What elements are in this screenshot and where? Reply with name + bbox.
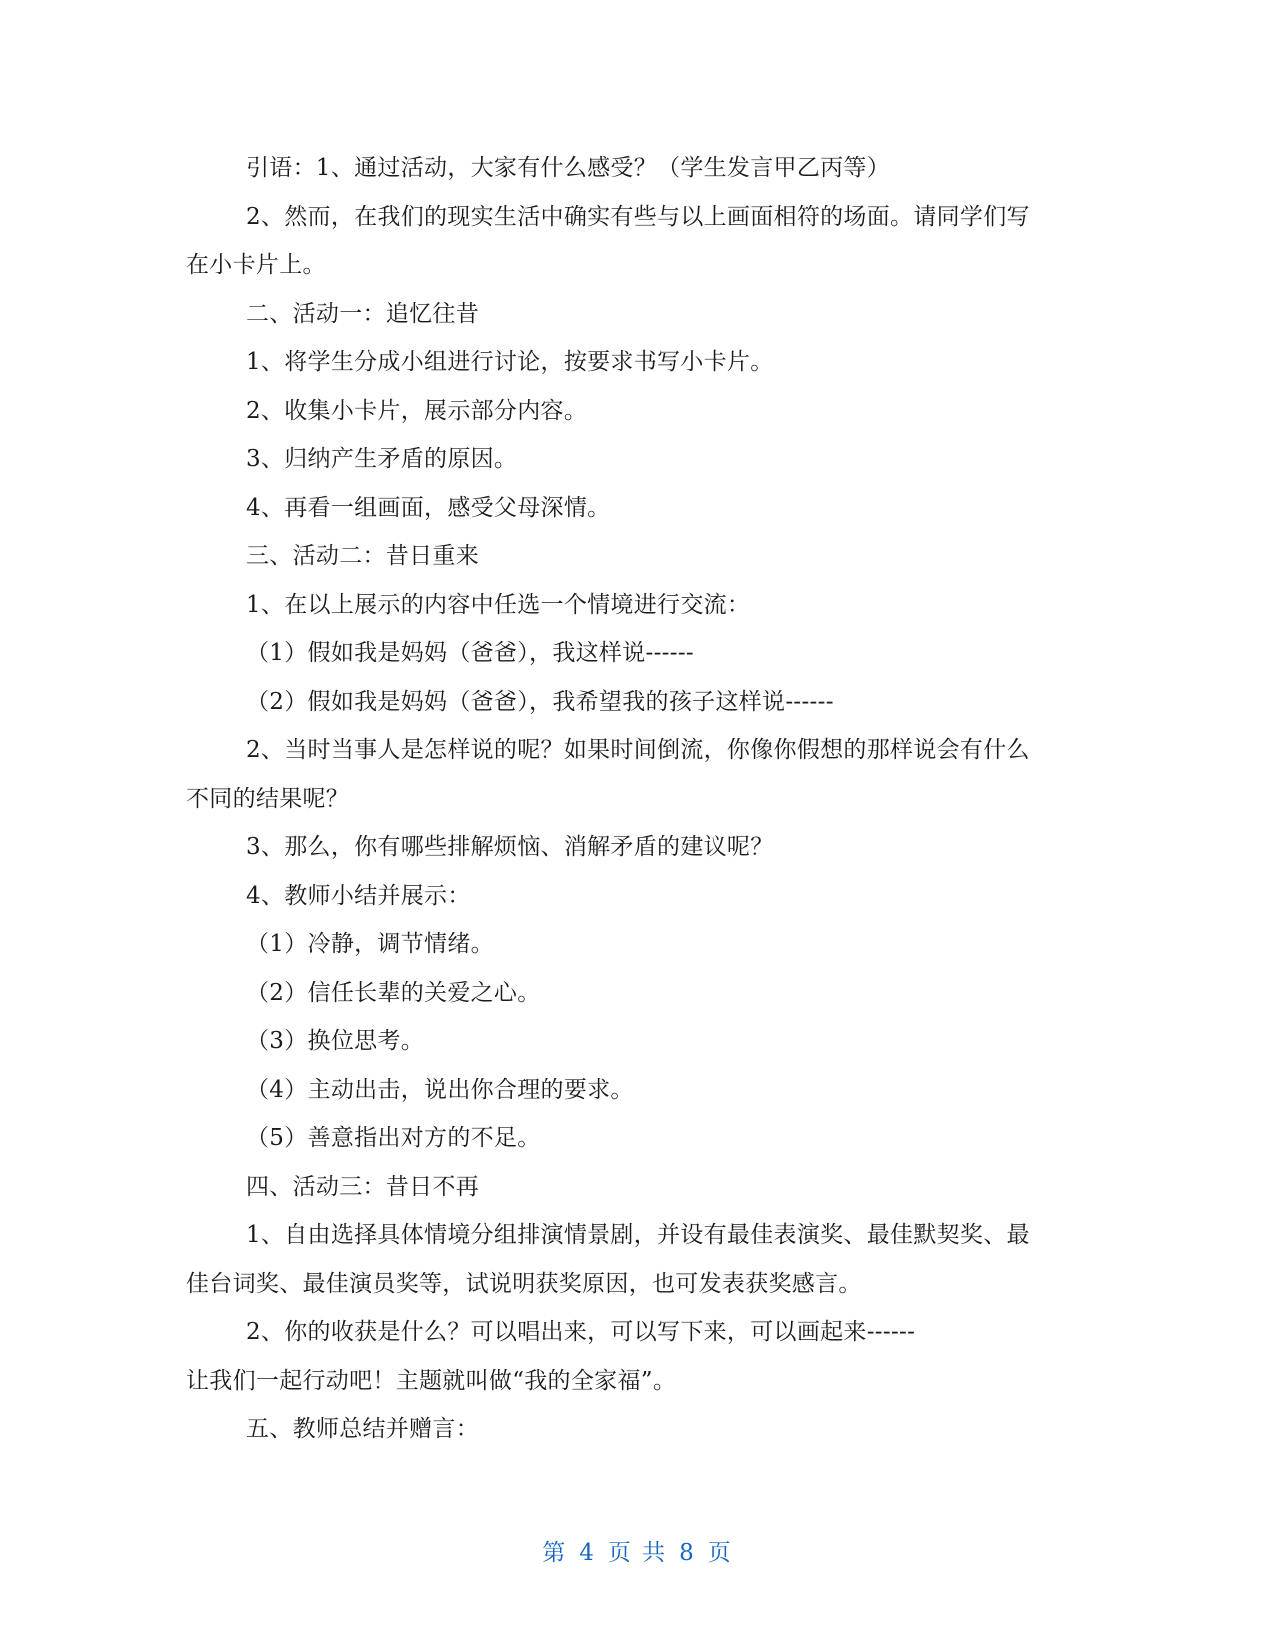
footer-prefix: 第 [542,1540,568,1566]
text-line: （2）信任长辈的关爱之心。 [246,979,541,1006]
text-line: 让我们一起行动吧！主题就叫做“我的全家福”。 [186,1367,677,1394]
page-footer [0,1534,1275,1567]
text-line: 佳台词奖、最佳演员奖等，试说明获奖原因，也可发表获奖感言。 [186,1270,862,1297]
text-line: 三、活动二：昔日重来 [246,543,479,569]
text-line: （4）主动出击，说出你合理的要求。 [246,1076,634,1103]
footer-total-pages: 8 [679,1540,696,1566]
text-line: （3）换位思考。 [246,1028,425,1054]
document-body [186,144,1086,1454]
text-line: （2）假如我是妈妈（爸爸），我希望我的孩子这样说------ [246,688,834,715]
text-line: 引语：1、通过活动，大家有什么感受？（学生发言甲乙丙等） [246,155,891,181]
text-line: 四、活动三：昔日不再 [246,1173,479,1200]
text-line: 不同的结果呢？ [186,785,350,812]
text-line: 4、再看一组画面，感受父母深情。 [246,494,611,521]
text-line: 2、收集小卡片，展示部分内容。 [246,397,588,424]
text-line: 五、教师总结并赠言： [246,1416,479,1442]
footer-middle: 页 共 [607,1540,668,1566]
text-line: 3、归纳产生矛盾的原因。 [246,446,518,472]
text-line: （1）冷静，调节情绪。 [246,931,494,957]
text-line: （1）假如我是妈妈（爸爸），我这样说------ [246,640,694,666]
text-line: 2、然而，在我们的现实生活中确实有些与以上画面相符的场面。请同学们写 [246,203,1030,230]
text-line: 3、那么，你有哪些排解烦恼、消解矛盾的建议呢？ [246,834,774,860]
text-line: 在小卡片上。 [186,252,326,278]
text-line: 1、将学生分成小组进行讨论，按要求书写小卡片。 [246,349,774,375]
text-line: 二、活动一：追忆往昔 [246,300,479,327]
text-line: 1、自由选择具体情境分组排演情景剧，并设有最佳表演奖、最佳默契奖、最 [246,1222,1030,1248]
footer-suffix: 页 [707,1540,733,1566]
text-line: 2、你的收获是什么？可以唱出来，可以写下来，可以画起来------ [246,1319,916,1345]
text-line: 2、当时当事人是怎样说的呢？如果时间倒流，你像你假想的那样说会有什么 [246,737,1030,763]
text-line: 1、在以上展示的内容中任选一个情境进行交流： [246,591,751,618]
text-line: 4、教师小结并展示： [246,882,471,909]
text-line: （5）善意指出对方的不足。 [246,1125,541,1151]
footer-current-page: 4 [579,1540,596,1566]
